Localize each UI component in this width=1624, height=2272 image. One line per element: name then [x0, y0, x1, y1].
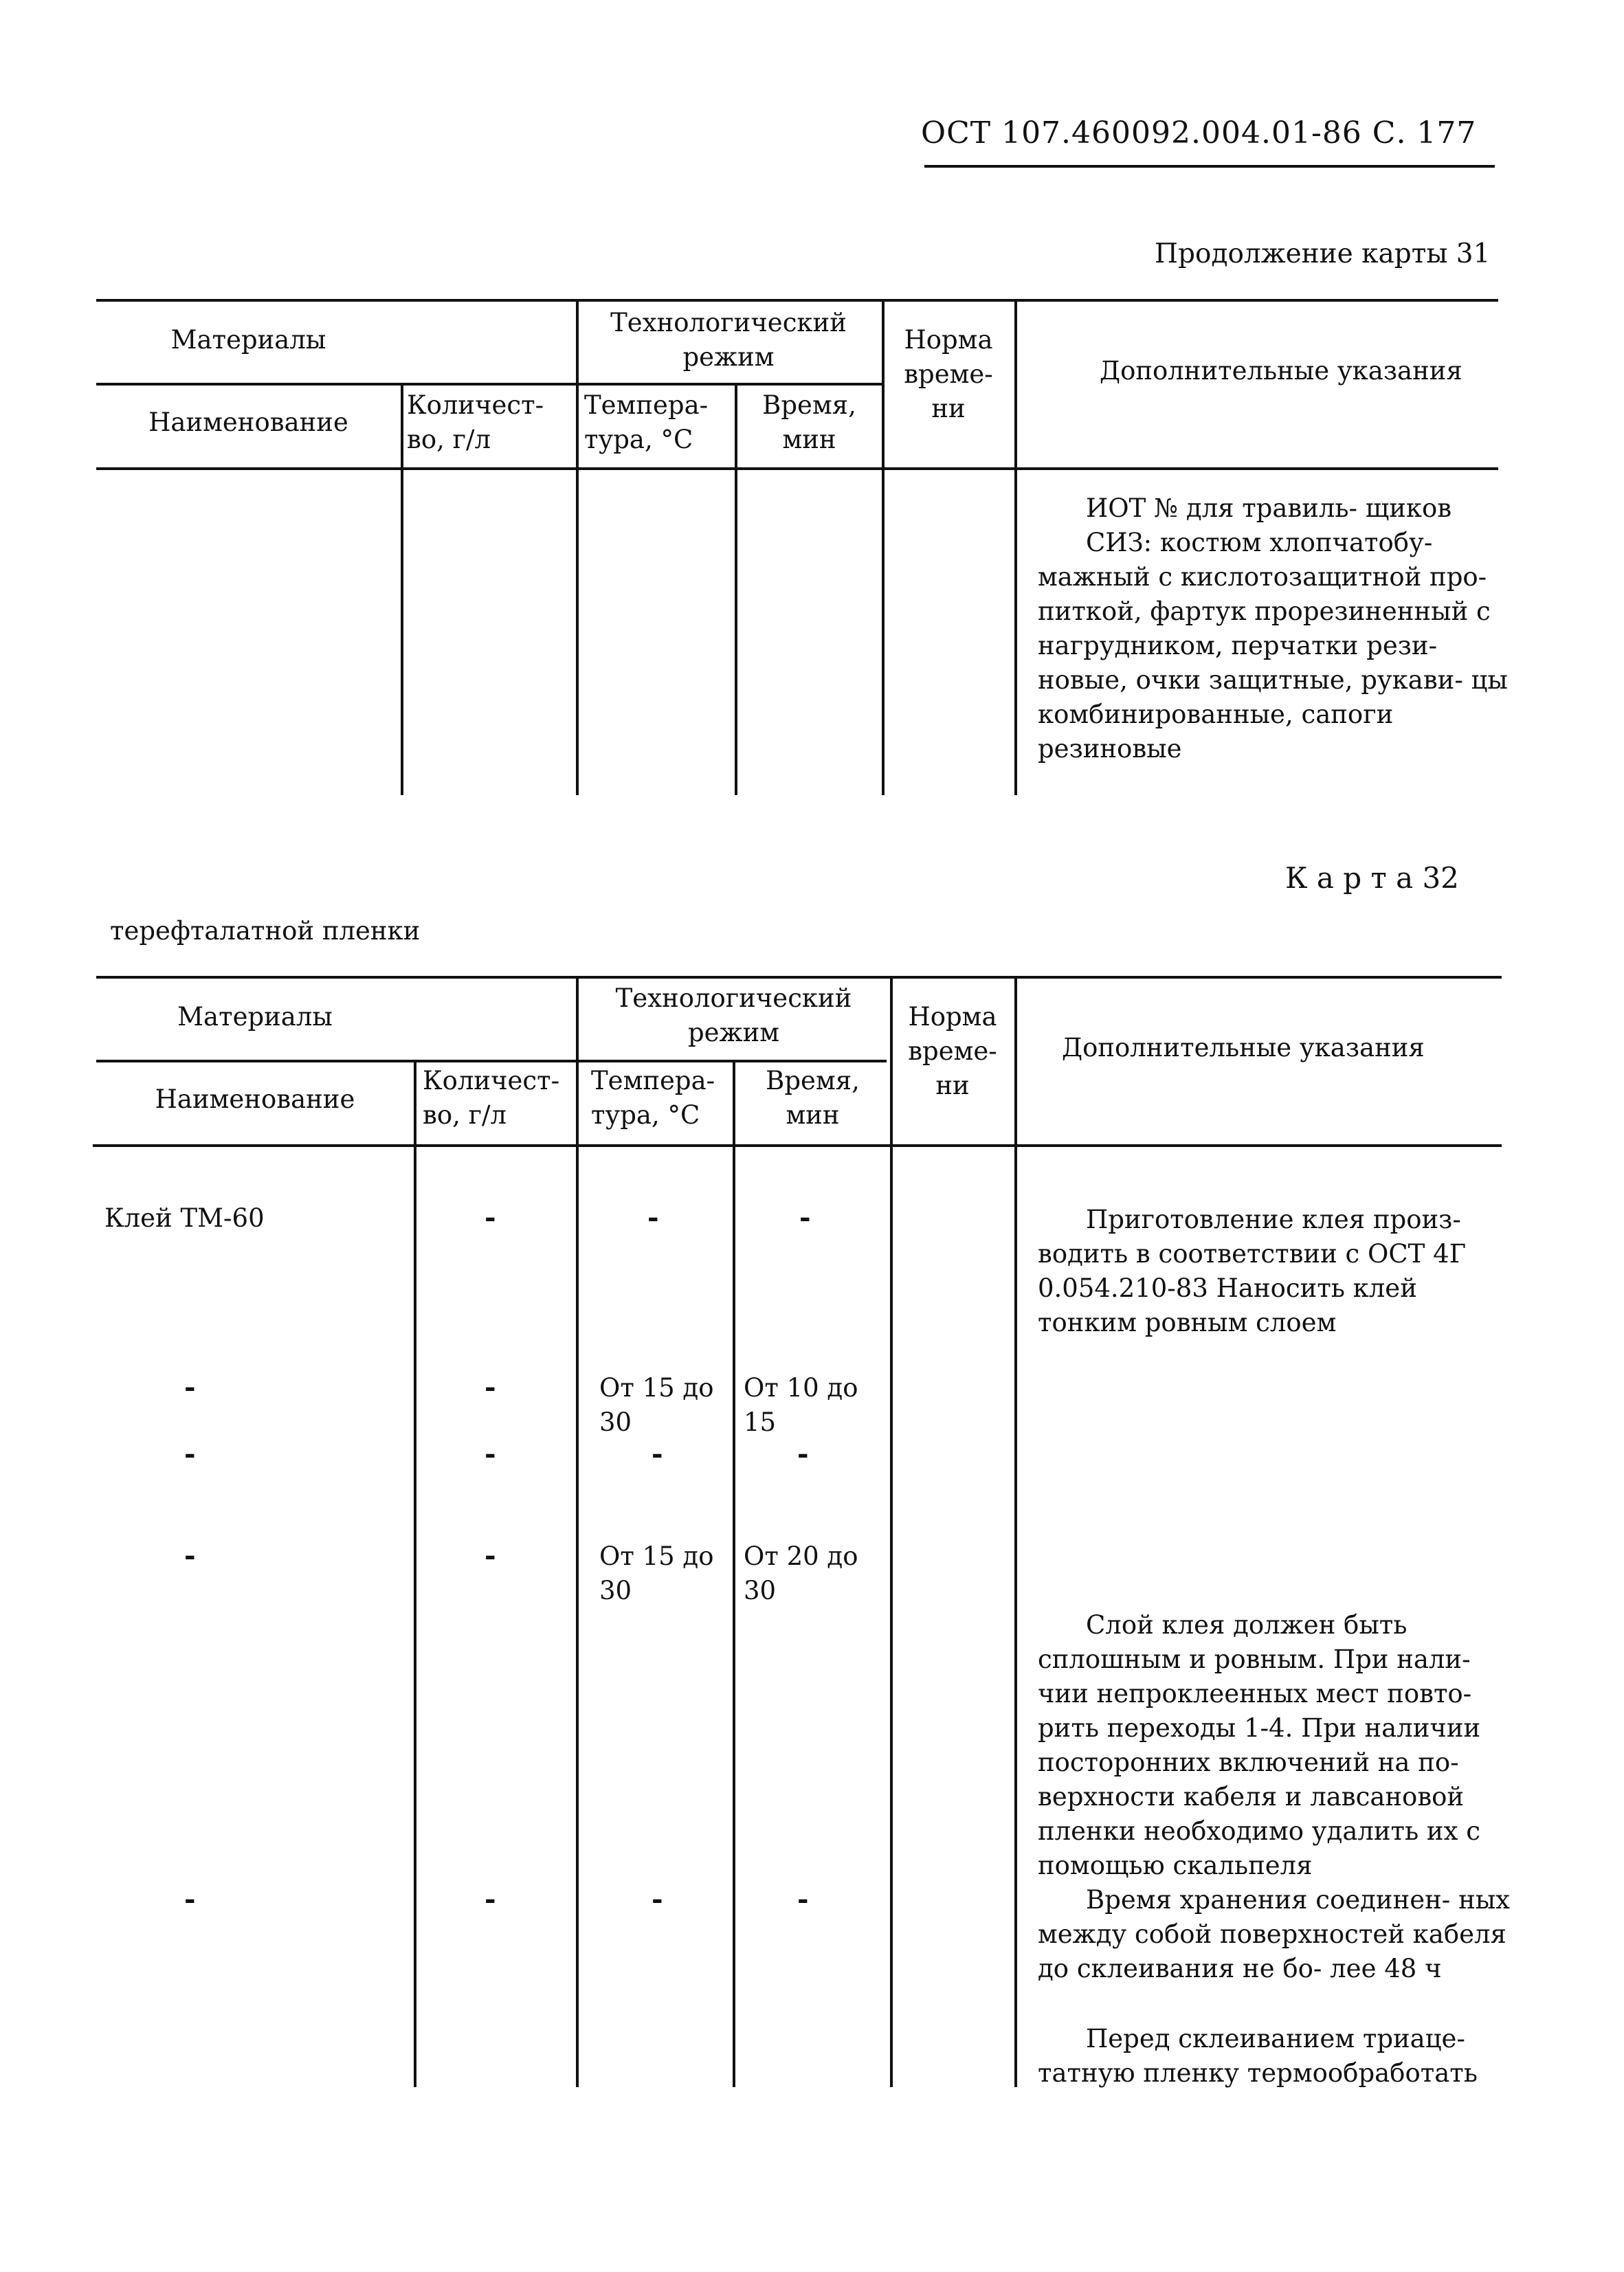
- card32-row3-time: -: [797, 1438, 809, 1470]
- card32-row1-quantity: -: [485, 1201, 496, 1234]
- card31-header-additional: Дополнительные указания: [1100, 356, 1462, 386]
- card31-note-iot: ИОТ № для травиль- щиков: [1086, 493, 1452, 523]
- card31-col-divider-4: [882, 299, 885, 795]
- card31-header-quantity: Количест- во, г/л: [407, 390, 544, 454]
- card32-col-divider-1: [414, 1060, 416, 2087]
- card32-row4-temperature: От 15 до 30: [599, 1541, 714, 1605]
- card31-col-divider-3: [735, 383, 737, 795]
- card32-row3-temperature: -: [652, 1438, 663, 1470]
- card32-row5-time: -: [797, 1883, 809, 1915]
- card32-header-quantity: Количест- во, г/л: [423, 1066, 560, 1130]
- card32-header-bottom-rule: [93, 1144, 1502, 1147]
- card31-header-time: Время, мин: [762, 390, 856, 454]
- card32-row4-time: От 20 до 30: [744, 1541, 858, 1605]
- document-code: ОСТ 107.460092.004.01-86 С. 177: [921, 115, 1477, 151]
- card32-header-time: Время, мин: [766, 1066, 860, 1130]
- card32-row4-quantity: -: [485, 1539, 496, 1572]
- card32-subtitle: терефталатной пленки: [110, 916, 421, 946]
- card32-mid-rule: [96, 1060, 887, 1062]
- card32-row1-time: -: [799, 1201, 811, 1234]
- card31-header-bottom-rule: [96, 467, 1498, 470]
- card31-notes: [1038, 491, 1512, 766]
- card31-col-divider-2: [576, 299, 579, 795]
- card32-row4-notes: Слой клея должен быть сплошным и ровным. При нали- чии непроклеенных мест повто- рить переходы 1-4. При наличии посторонних включений на по- верхности кабеля и лавсановой пленки необходимо удалить их с помощью скальпеля: [1038, 1610, 1481, 1880]
- card32-row1-name: Клей ТМ-60: [104, 1203, 265, 1233]
- card32-header-norm-time: Норма време- ни: [908, 1002, 997, 1100]
- card32-top-rule: [96, 976, 1502, 979]
- card31-top-rule: [96, 299, 1498, 302]
- card32-col-divider-2: [576, 976, 579, 2087]
- card31-header-temperature: Темпера- тура, °С: [584, 390, 709, 454]
- card32-row5-temperature: -: [652, 1883, 663, 1915]
- card31-note-siz: СИЗ: костюм хлопчатобу- мажный с кислотозащитной про- питкой, фартук прорезиненный с нагрудником, перчатки рези- новые, очки защитные, рукави- цы комбинированные, сапоги резиновые: [1038, 528, 1508, 764]
- card32-header-temperature: Темпера- тура, °С: [591, 1066, 715, 1130]
- card32-col-divider-3: [733, 1060, 735, 2087]
- card32-row2-name: -: [184, 1371, 196, 1403]
- card32-row3-name: -: [184, 1438, 196, 1470]
- card31-header-materials: Материалы: [170, 325, 326, 355]
- card32-header-materials: Материалы: [177, 1002, 333, 1032]
- card31-header-norm-time: Норма време- ни: [904, 325, 993, 423]
- card32-row2-quantity: -: [485, 1371, 496, 1403]
- card32-row4-name: -: [184, 1539, 196, 1572]
- card32-row2-time: От 10 до 15: [744, 1373, 858, 1437]
- card32-header-tech-mode: Технологический режим: [615, 983, 852, 1047]
- card32-row5-notes2: Перед склеиванием триаце- татную пленку термообработать: [1038, 2024, 1478, 2088]
- card31-col-divider-1: [401, 383, 403, 795]
- card32-row2-temperature: От 15 до 30: [599, 1373, 714, 1437]
- card31-header-name: Наименование: [148, 408, 348, 437]
- card32-header-name: Наименование: [155, 1084, 355, 1114]
- card32-title: К а р т а 32: [1285, 861, 1459, 895]
- card31-header-tech-mode: Технологический режим: [610, 308, 847, 372]
- card32-row3-quantity: -: [485, 1438, 496, 1470]
- card32-row5-notes: Время хранения соединен- ных между собой поверхностей кабеля до склеивания не бо- лее 48 ч: [1038, 1885, 1511, 1983]
- card31-continuation-title: Продолжение карты 31: [1155, 238, 1491, 269]
- card32-row1-temperature: -: [647, 1201, 659, 1234]
- card32-row1-notes: Приготовление клея произ- водить в соответствии с ОСТ 4Г 0.054.210-83 Наносить клей тонким ровным слоем: [1038, 1205, 1467, 1337]
- card31-mid-rule: [96, 383, 883, 386]
- card32-header-additional: Дополнительные указания: [1062, 1033, 1425, 1062]
- card31-col-divider-5: [1014, 299, 1017, 795]
- card32-col-divider-4: [890, 976, 893, 2087]
- card32-row5-quantity: -: [485, 1883, 496, 1915]
- card32-row5-name: -: [184, 1883, 196, 1915]
- card32-col-divider-5: [1014, 976, 1017, 2087]
- header-rule: [924, 165, 1495, 168]
